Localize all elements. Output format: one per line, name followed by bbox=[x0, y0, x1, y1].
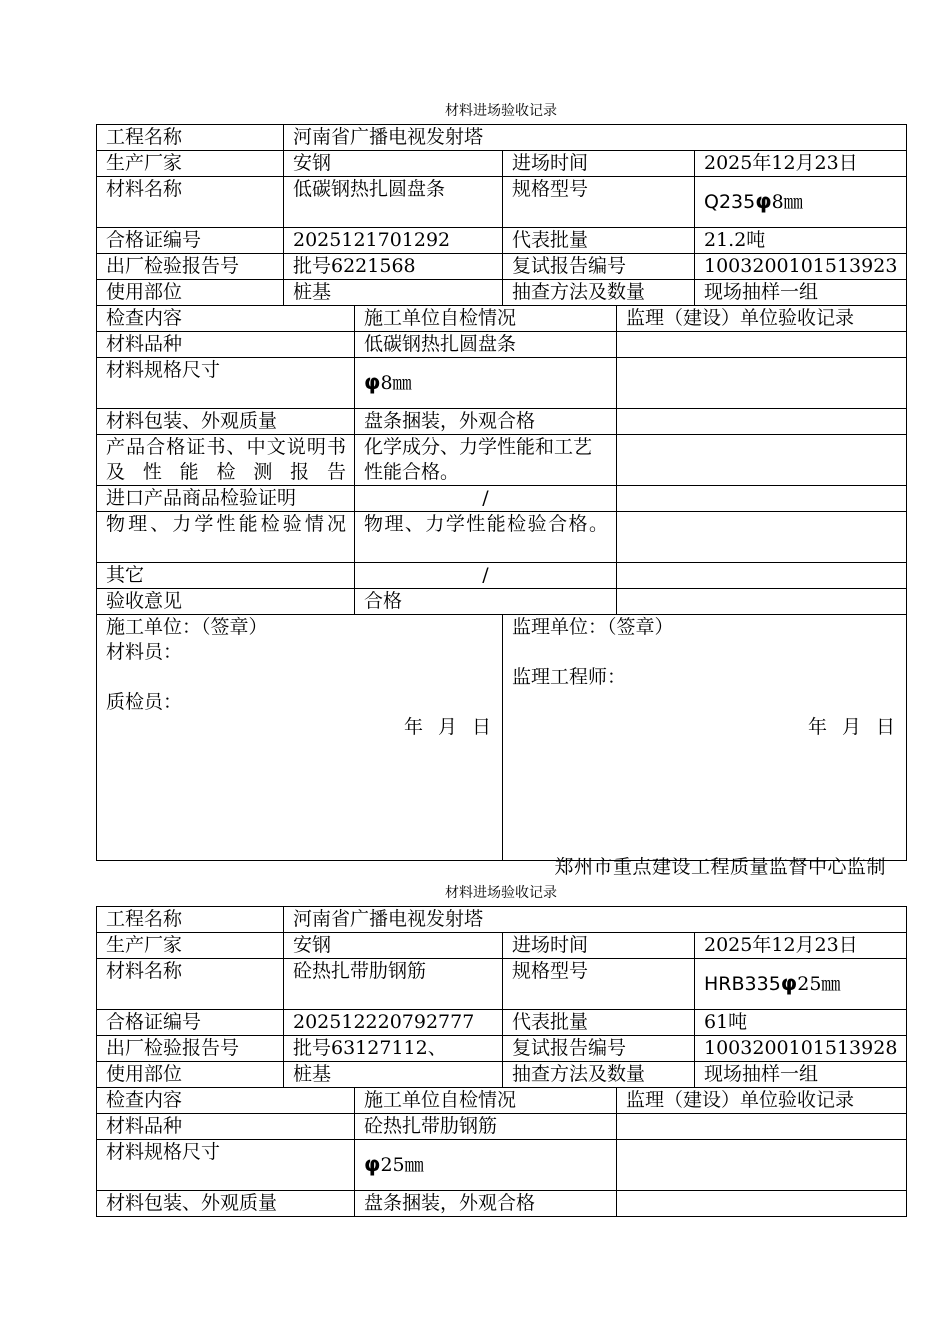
label-spec-model: 规格型号 bbox=[503, 177, 695, 228]
label-arrival-time: 进场时间 bbox=[503, 933, 695, 959]
label-material-type: 材料品种 bbox=[97, 332, 355, 358]
supervisor-engineer-label: 监理工程师： bbox=[512, 666, 627, 688]
material-name-value: 低碳钢热扎圆盘条 bbox=[284, 177, 503, 228]
label-sampling-method: 抽查方法及数量 bbox=[503, 1062, 695, 1088]
label-factory-report: 出厂检验报告号 bbox=[97, 1036, 284, 1062]
supervisor-date: 年 月 日 bbox=[807, 716, 897, 738]
packaging-value: 盘条捆装，外观合格 bbox=[355, 409, 617, 435]
spec-size: 25㎜ bbox=[797, 973, 841, 995]
material-size-value bbox=[355, 1140, 617, 1191]
label-certificates: 产品合格证书、中文说明书及性能检测报告 bbox=[97, 435, 355, 486]
label-material-name: 材料名称 bbox=[97, 177, 284, 228]
label-packaging: 材料包装、外观质量 bbox=[97, 409, 355, 435]
material-name-value: 砼热扎带肋钢筋 bbox=[284, 959, 503, 1010]
label-acceptance: 验收意见 bbox=[97, 589, 355, 615]
other-value: / bbox=[355, 563, 617, 589]
material-staff-label: 材料员： bbox=[106, 641, 183, 663]
quality-inspector-label: 质检员： bbox=[106, 691, 183, 713]
label-cert-no: 合格证编号 bbox=[97, 1010, 284, 1036]
import-cert-value: / bbox=[355, 486, 617, 512]
acceptance-form-1 bbox=[96, 124, 907, 861]
project-name-value: 河南省广播电视发射塔 bbox=[284, 907, 907, 933]
label-cert-no: 合格证编号 bbox=[97, 228, 284, 254]
spec-model-value bbox=[695, 177, 907, 228]
label-material-size: 材料规格尺寸 bbox=[97, 1140, 355, 1191]
label-material-name: 材料名称 bbox=[97, 959, 284, 1010]
spec-grade: HRB335 bbox=[704, 973, 781, 995]
supervisor-acceptance bbox=[617, 589, 907, 615]
phi-symbol: φ bbox=[755, 189, 772, 213]
label-manufacturer: 生产厂家 bbox=[97, 151, 284, 177]
manufacturer-value: 安钢 bbox=[284, 151, 503, 177]
phi-symbol: φ bbox=[364, 1152, 381, 1176]
label-retest-report: 复试报告编号 bbox=[503, 1036, 695, 1062]
supervisor-material-size bbox=[617, 358, 907, 409]
cert-no-value: 2025121701292 bbox=[284, 228, 503, 254]
arrival-time-value: 2025年12月23日 bbox=[695, 933, 907, 959]
label-sampling-method: 抽查方法及数量 bbox=[503, 280, 695, 306]
phi-symbol: φ bbox=[780, 971, 798, 995]
acceptance-value: 合格 bbox=[355, 589, 617, 615]
project-name-value: 河南省广播电视发射塔 bbox=[284, 125, 907, 151]
factory-report-value: 批号63127112、 bbox=[284, 1036, 503, 1062]
label-usage-location: 使用部位 bbox=[97, 280, 284, 306]
label-batch-qty: 代表批量 bbox=[503, 1010, 695, 1036]
supervisor-signature-block bbox=[503, 615, 907, 861]
label-material-type: 材料品种 bbox=[97, 1114, 355, 1140]
retest-report-value: 1003200101513928 bbox=[695, 1036, 907, 1062]
label-manufacturer: 生产厂家 bbox=[97, 933, 284, 959]
label-retest-report: 复试报告编号 bbox=[503, 254, 695, 280]
supervisor-packaging bbox=[617, 409, 907, 435]
acceptance-form-2 bbox=[96, 906, 907, 1217]
material-type-value: 低碳钢热扎圆盘条 bbox=[355, 332, 617, 358]
label-material-size: 材料规格尺寸 bbox=[97, 358, 355, 409]
supervisor-unit-label: 监理单位：（签章） bbox=[512, 616, 674, 638]
supervisor-packaging bbox=[617, 1191, 907, 1217]
label-physical-test: 物理、力学性能检验情况 bbox=[97, 512, 355, 563]
header-contractor-check: 施工单位自检情况 bbox=[355, 1088, 617, 1114]
form-title: 材料进场验收记录 bbox=[445, 103, 557, 119]
label-other: 其它 bbox=[97, 563, 355, 589]
header-check-content: 检查内容 bbox=[97, 1088, 355, 1114]
contractor-unit-label: 施工单位：（签章） bbox=[106, 616, 268, 638]
batch-qty-value: 61吨 bbox=[695, 1010, 907, 1036]
supervisor-other bbox=[617, 563, 907, 589]
label-project-name: 工程名称 bbox=[97, 907, 284, 933]
size-value: 25㎜ bbox=[380, 1154, 424, 1176]
supervisor-import-cert bbox=[617, 486, 907, 512]
header-contractor-check: 施工单位自检情况 bbox=[355, 306, 617, 332]
retest-report-value: 1003200101513923 bbox=[695, 254, 907, 280]
spec-grade: Q235 bbox=[704, 191, 756, 213]
batch-qty-value: 21.2吨 bbox=[695, 228, 907, 254]
contractor-signature-block bbox=[97, 615, 503, 861]
label-import-cert: 进口产品商品检验证明 bbox=[97, 486, 355, 512]
supervisor-physical-test bbox=[617, 512, 907, 563]
sampling-method-value: 现场抽样一组 bbox=[695, 280, 907, 306]
factory-report-value: 批号6221568 bbox=[284, 254, 503, 280]
contractor-date: 年 月 日 bbox=[403, 716, 492, 738]
label-arrival-time: 进场时间 bbox=[503, 151, 695, 177]
label-packaging: 材料包装、外观质量 bbox=[97, 1191, 355, 1217]
material-size-value bbox=[355, 358, 617, 409]
supervisor-certificates bbox=[617, 435, 907, 486]
spec-size: 8㎜ bbox=[771, 191, 803, 213]
supervisor-material-type bbox=[617, 332, 907, 358]
label-project-name: 工程名称 bbox=[97, 125, 284, 151]
spec-model-value bbox=[695, 959, 907, 1010]
cert-no-value: 202512220792777 bbox=[284, 1010, 503, 1036]
header-supervisor-record: 监理（建设）单位验收记录 bbox=[617, 306, 907, 332]
sampling-method-value: 现场抽样一组 bbox=[695, 1062, 907, 1088]
physical-test-value: 物理、力学性能检验合格。 bbox=[355, 512, 617, 563]
supervisor-material-type bbox=[617, 1114, 907, 1140]
supervisor-material-size bbox=[617, 1140, 907, 1191]
usage-location-value: 桩基 bbox=[284, 280, 503, 306]
arrival-time-value: 2025年12月23日 bbox=[695, 151, 907, 177]
packaging-value: 盘条捆装，外观合格 bbox=[355, 1191, 617, 1217]
label-batch-qty: 代表批量 bbox=[503, 228, 695, 254]
manufacturer-value: 安钢 bbox=[284, 933, 503, 959]
size-value: 8㎜ bbox=[380, 372, 412, 394]
footer-issuer: 郑州市重点建设工程质量监督中心监制 bbox=[554, 856, 886, 878]
certificates-value: 化学成分、力学性能和工艺性能合格。 bbox=[355, 435, 617, 486]
usage-location-value: 桩基 bbox=[284, 1062, 503, 1088]
header-supervisor-record: 监理（建设）单位验收记录 bbox=[617, 1088, 907, 1114]
label-usage-location: 使用部位 bbox=[97, 1062, 284, 1088]
label-factory-report: 出厂检验报告号 bbox=[97, 254, 284, 280]
material-type-value: 砼热扎带肋钢筋 bbox=[355, 1114, 617, 1140]
header-check-content: 检查内容 bbox=[97, 306, 355, 332]
label-spec-model: 规格型号 bbox=[503, 959, 695, 1010]
form-title: 材料进场验收记录 bbox=[445, 885, 557, 901]
phi-symbol: φ bbox=[364, 370, 381, 394]
